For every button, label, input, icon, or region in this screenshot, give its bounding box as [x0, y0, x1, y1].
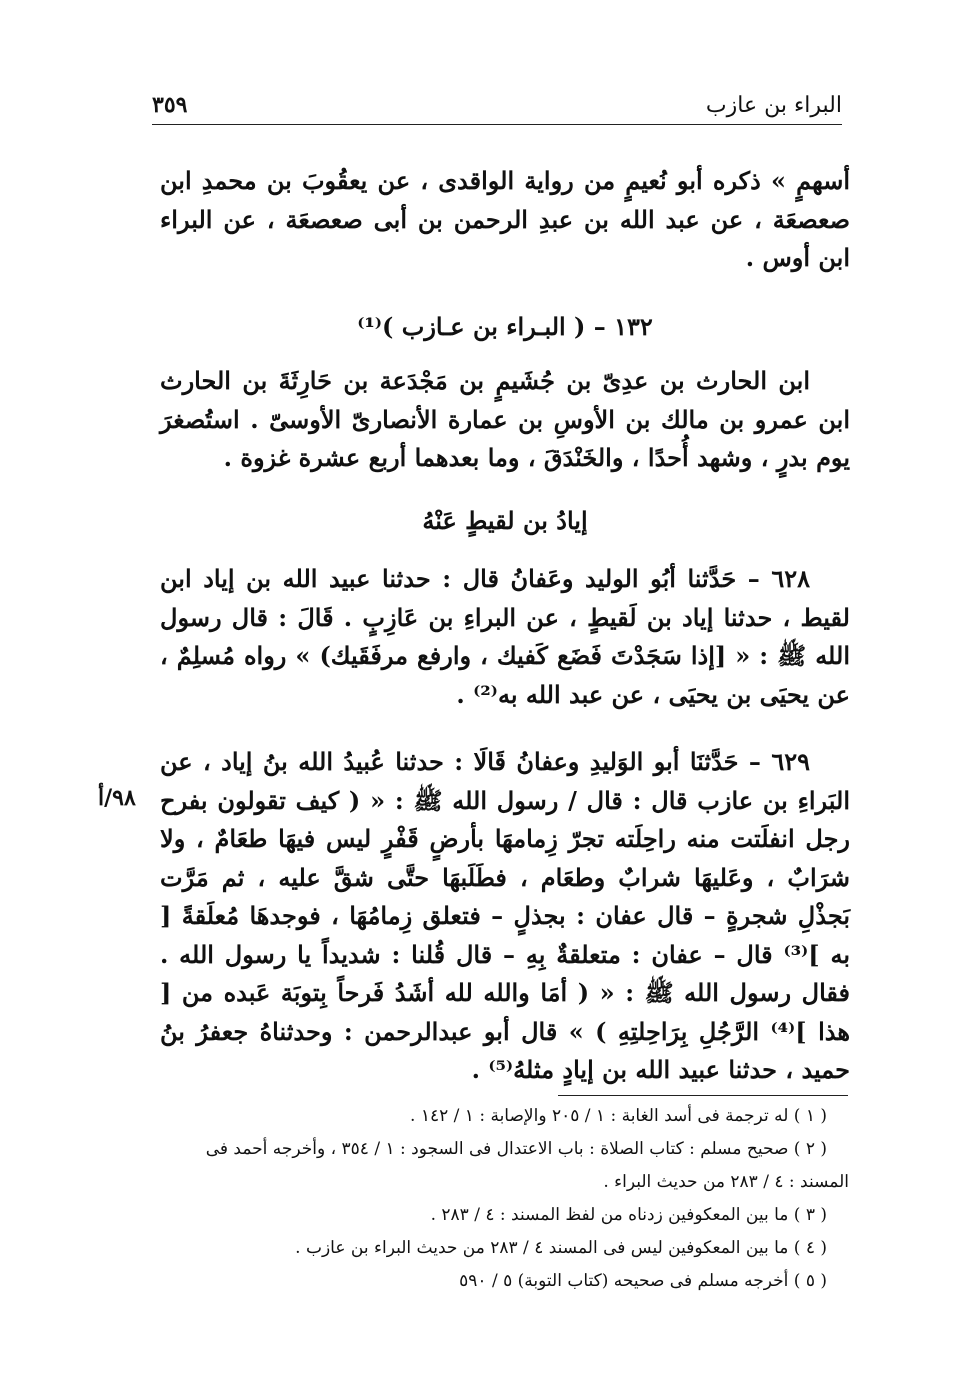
footnote-3: ( ٣ ) ما بين المعكوفين زدناه من لفظ المسند : ٤ / ٢٨٣ . — [430, 1205, 827, 1225]
paragraph-biography: ابن الحارث بن عدِىّ بن جُشَيمٍ بن مَجْدَعة بن حَارِثَةَ بن الحارث ابن عمرو بن مالك بن الأوسِ بن عمارة الأنصارىّ الأوسىّ . استُصغرَ يوم بدرٍ ، وشهد أُحدًا ، والخَنْدَقَ ، وما بعدهما أربع عشرة غزوة . — [160, 366, 850, 472]
header-title: البراء بن عازب — [705, 93, 842, 118]
footnote-2: ( ٢ ) صحيح مسلم : كتاب الصلاة : باب الاعتدال فى السجود : ١ / ٣٥٤ ، وأخرجه أحمد فى المسند : ٤ / ٢٨٣ من حديث البراء . — [205, 1139, 849, 1192]
paragraph-continuation: أسهمٍ » ذكره أبو نُعيمٍ من رواية الواقدى ، عن يعقُوبَ بن محمدِ ابن صعصعَة ، عن عبد الله بن عبدِ الرحمن بن أبى صعصعَة ، عن البراء ابن أوس . — [160, 166, 850, 272]
footnotes — [165, 1100, 849, 1298]
running-header — [152, 84, 842, 125]
margin-folio-note: ٩٨/أ — [98, 785, 136, 811]
footnote-4: ( ٤ ) ما بين المعكوفين ليس فى المسند ٤ / ٢٨٣ من حديث البراء بن عازب . — [295, 1238, 827, 1258]
entry-heading-132: ١٣٢ – ( البـراء بن عـازب )⁽¹⁾ — [357, 312, 653, 341]
page-number: ٣٥٩ — [152, 92, 188, 118]
hadith-629: ٦٢٩ – حَدَّثنَا أبو الوَليدِ وعفانُ قَالَا : حدثنا عُبيدُ الله بنُ إياد ، عن البَراءِ بن عازب قال : قال / رسول الله ﷺ : « ( كيف تقولون بفرح رجل انفلَتت منه راحِلَته تجرّ زِمامهَا بأرضٍ قَفْرٍ ليس فيهَا طعَامٌ ، ولا شرَابٌ ، وعَليهَا شرابٌ وطعَام ، فطَلَبهَا حتَّى شقَّ عليه ، ثم مَرَّت بَجذْلِ شجرةٍ – قال عفان : بجذلٍ – فتعلق زِمامُهَا ، فوجدهَا مُعلَقةً [ به ]⁽³⁾ قال – عفان : متعلقةٌ بِهِ – قال قُلنا : شديداً يا رسول الله . فقال رسول الله ﷺ : « ( أمَا والله لله أشَدُ فَرحاً بِتوبَة عَبده من [ هذا ]⁽⁴⁾ الرَّجُلِ بِرَاحِلتِهِ ) » قال أبو عبدالرحمن : وحدثناهُ جعفرُ بنُ حميد ، حدثنا عبيد الله بن إيادٍ مثلهُ⁽⁵⁾ . — [160, 747, 851, 1084]
section-heading-iyad: إيادُ بن لقيطٍ عَنْهُ — [422, 506, 588, 535]
footnote-divider — [558, 1095, 848, 1096]
hadith-628: ٦٢٨ – حَدَّثنا أبُو الوليد وعَفانُ قال : حدثنا عبيد الله بن إياد ابن لقيط ، حدثنا إياد بن لَقيطٍ ، عن البراءِ بن عَازِبٍ . قَالَ : قال رسول الله ﷺ : « [إذا سَجَدْتَ فَضَع كَفيك ، وارفع مرفَقَيك) » رواه مُسلِمٌ ، عن يحيَى بن يحيَى ، عن عبد الله به⁽²⁾ . — [160, 564, 850, 709]
footnote-1: ( ١ ) له ترجمة فى أسد الغابة : ١ / ٢٠٥ والإصابة : ١ / ١٤٢ . — [410, 1106, 827, 1126]
footnote-5: ( ٥ ) أخرجه مسلم فى صحيحه (كتاب التوبة) ٥ / ٥٩٠ — [459, 1271, 827, 1291]
